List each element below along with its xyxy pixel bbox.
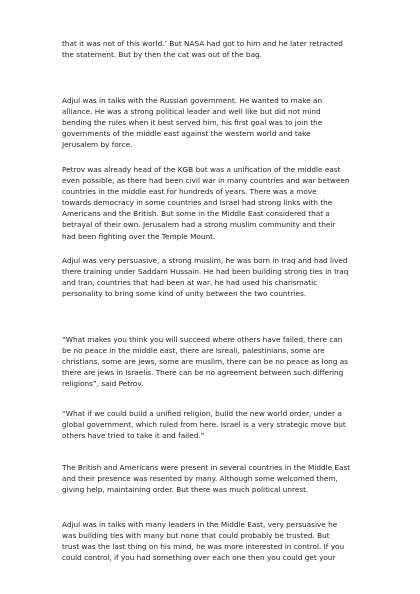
text-line: Adjul was in talks with the Russian government. He wanted to make an bbox=[62, 96, 323, 105]
text-line: personality to bring some kind of unity between the two countries. bbox=[62, 289, 307, 299]
text-line: was building ties with many but none that could probably be trusted. But bbox=[62, 531, 330, 541]
text-line: Adjul was in talks with many leaders in the Middle East, very persuasive he bbox=[62, 520, 338, 529]
text-line: The British and Americans were present in several countries in the Middle East bbox=[62, 463, 351, 472]
text-line: there training under Saddam Hussain. He had been building strong ties in Iraq bbox=[62, 267, 349, 277]
text-line: Petrov was already head of the KGB but was a unification of the middle east bbox=[62, 165, 341, 174]
paragraph-1 bbox=[62, 38, 366, 60]
paragraph-7 bbox=[62, 462, 366, 495]
text-line: giving help, maintaining order. But there was much political unrest. bbox=[62, 485, 309, 495]
text-line: and their presence was resented by many. Although some welcomed them, bbox=[62, 474, 338, 484]
text-line: even possible, as there had been civil war in many countries and war between bbox=[62, 176, 350, 186]
text-line: could control, if you had something over each one then you could get your bbox=[62, 553, 336, 563]
text-line: betrayal of their own. Jerusalem had a strong muslim community and their bbox=[62, 220, 336, 230]
text-line: governments of the middle east against the western world and take bbox=[62, 129, 311, 139]
text-line: the statement. But by then the cat was out of the bag. bbox=[62, 50, 262, 60]
text-line: that it was not of this world.’ But NASA had got to him and he later retracted bbox=[62, 39, 343, 48]
paragraph-6 bbox=[62, 408, 366, 441]
text-line: alliance. He was a strong political leader and well like but did not mind bbox=[62, 107, 321, 117]
text-line: Adjul was very persuasive, a strong muslim, he was born in Iraq and had lived bbox=[62, 256, 348, 265]
text-line: bending the rules when it best served him, his first goal was to join the bbox=[62, 118, 323, 128]
text-line: towards democracy in some countries and Israel had strong links with the bbox=[62, 198, 333, 208]
paragraph-5 bbox=[62, 334, 366, 389]
text-line: had been fighting over the Temple Mount. bbox=[62, 231, 216, 241]
paragraph-4 bbox=[62, 255, 366, 299]
paragraph-3 bbox=[62, 164, 366, 242]
text-line: christians, some are jews, some are muslim, there can be no peace as long as bbox=[62, 357, 349, 367]
text-line: “What if we could build a unified religion, build the new world order, under a bbox=[62, 409, 342, 418]
text-line: be no peace in the middle east, there are Isreali, palestinians, some are bbox=[62, 346, 325, 356]
text-line: religions”, said Petrov. bbox=[62, 379, 144, 389]
text-line: countries in the middle east for hundreds of years. There was a move bbox=[62, 187, 317, 197]
text-line: others have tried to take it and failed.” bbox=[62, 431, 205, 441]
paragraph-2 bbox=[62, 95, 366, 150]
text-line: global government, which ruled from here. Israel is a very strategic move but bbox=[62, 420, 346, 430]
text-line: Jerusalem by force. bbox=[62, 140, 133, 150]
paragraph-8 bbox=[62, 519, 366, 563]
text-line: “What makes you think you will succeed where others have failed, there can bbox=[62, 335, 343, 344]
text-line: there are jews in Israelis. There can be no agreement between such differing bbox=[62, 368, 344, 378]
text-line: and Iran, countries that had been at war, he had used his charismatic bbox=[62, 278, 318, 288]
text-line: trust was the last thing on his mind, he was more interested in control. If you bbox=[62, 542, 345, 552]
text-line: Americans and the British. But some in the Middle East considered that a bbox=[62, 209, 330, 219]
